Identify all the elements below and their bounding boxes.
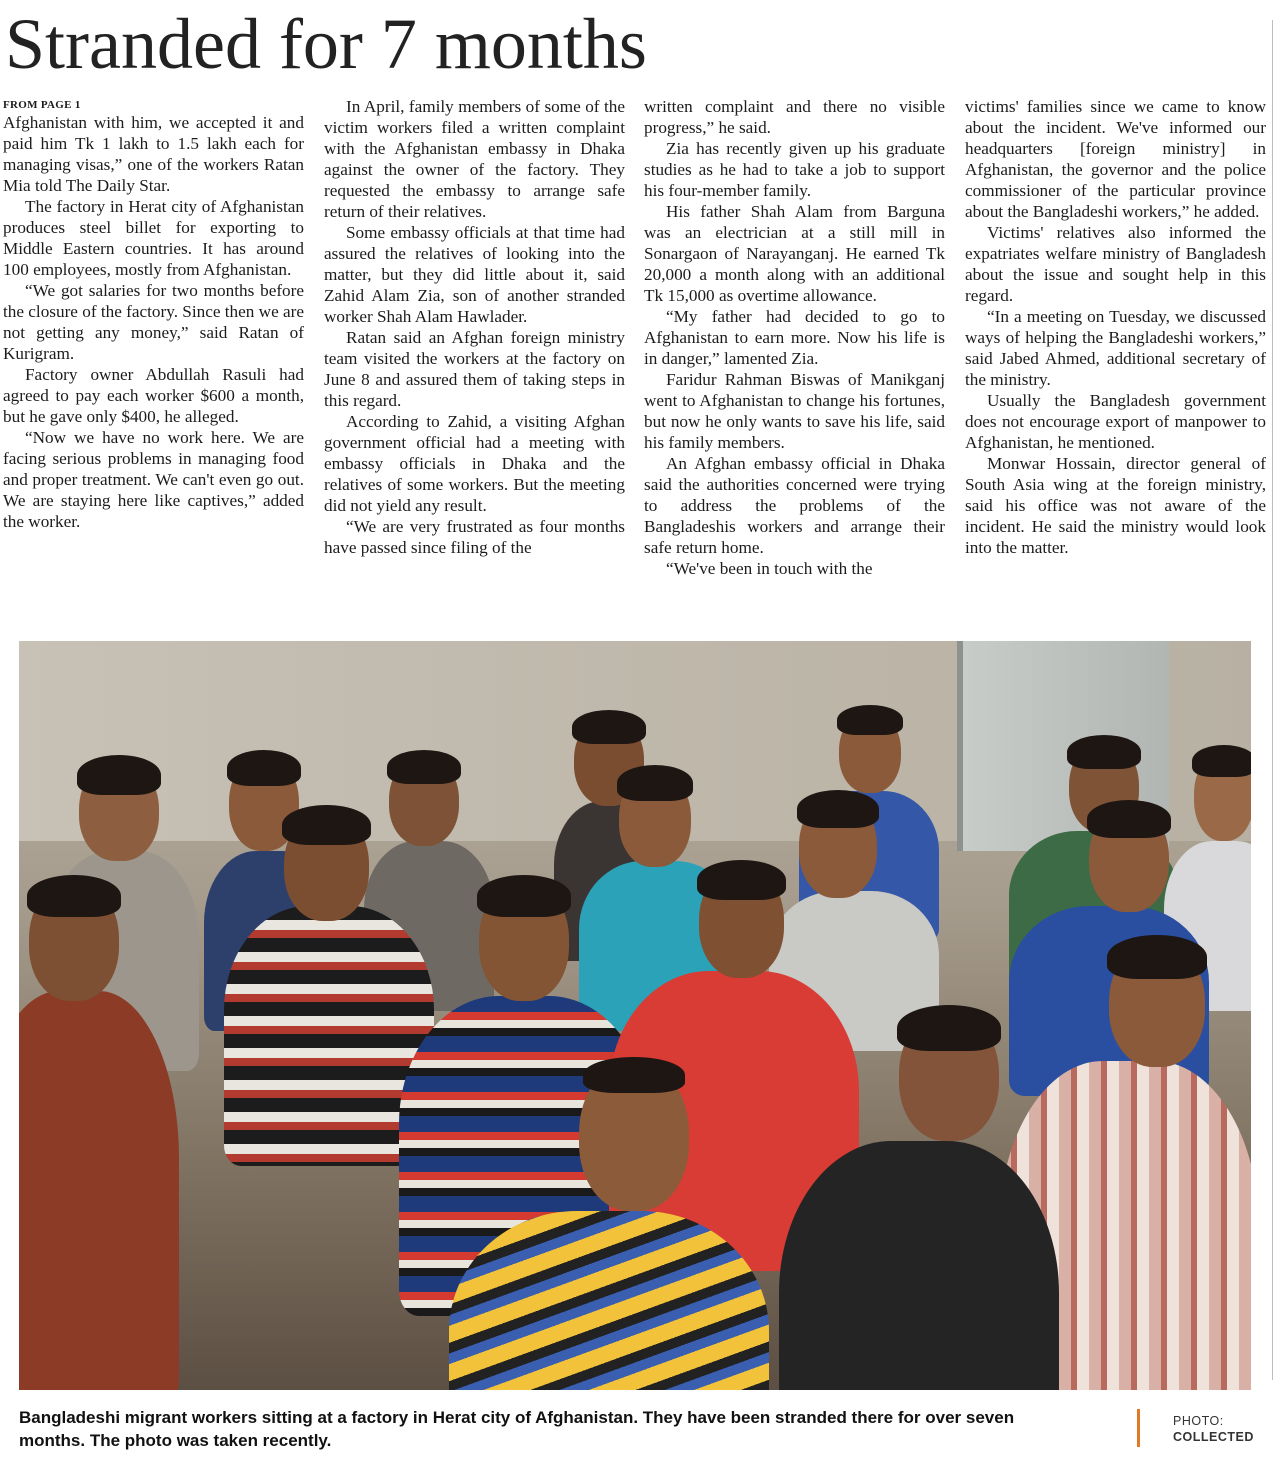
credit-accent-bar bbox=[1137, 1409, 1140, 1447]
photo-credit bbox=[1173, 1413, 1254, 1445]
photo-caption: Bangladeshi migrant workers sitting at a factory in Herat city of Afghanistan. They have been stranded there for over seven months. The photo was taken recently. bbox=[19, 1408, 1015, 1450]
credit-label: PHOTO: bbox=[1173, 1414, 1224, 1428]
paragraph: “We are very frustrated as four months have passed since filing of the bbox=[324, 517, 625, 557]
paragraph: Afghanistan with him, we accepted it and paid him Tk 1 lakh to 1.5 lakh each for managing visas,” one of the workers Ratan Mia told The Daily Star. bbox=[3, 113, 304, 195]
paragraph: In April, family members of some of the victim workers filed a written complaint with the Afghanistan embassy in Dhaka against the owner of the factory. They requested the embassy to arrange safe return of their relatives. bbox=[324, 97, 625, 221]
news-photo bbox=[19, 641, 1251, 1390]
column-rule bbox=[1272, 20, 1273, 1380]
paragraph: Faridur Rahman Biswas of Manikganj went to Afghanistan to change his fortunes, but now he only wants to save his life, said his family members. bbox=[644, 370, 945, 452]
paragraph: “We got salaries for two months before the closure of the factory. Since then we are not getting any money,” said Ratan of Kurigram. bbox=[3, 281, 304, 363]
article-column-2 bbox=[324, 96, 625, 558]
paragraph: written complaint and there no visible progress,” he said. bbox=[644, 97, 945, 137]
paragraph: The factory in Herat city of Afghanistan produces steel billet for exporting to Middle Eastern countries. It has around 100 employees, mostly from Afghanistan. bbox=[3, 197, 304, 279]
paragraph: His father Shah Alam from Barguna was an electrician at a still mill in Sonargaon of Narayanganj. He earned Tk 20,000 a month along with an additional Tk 15,000 as overtime allowance. bbox=[644, 202, 945, 305]
paragraph: Zia has recently given up his graduate studies as he had to take a job to support his four-member family. bbox=[644, 139, 945, 200]
paragraph: “In a meeting on Tuesday, we discussed ways of helping the Bangladeshi workers,” said Jabed Ahmed, additional secretary of the ministry. bbox=[965, 307, 1266, 389]
article-column-1 bbox=[3, 96, 304, 532]
paragraph: Monwar Hossain, director general of South Asia wing at the foreign ministry, said his office was not aware of the incident. He said the ministry would look into the matter. bbox=[965, 454, 1266, 557]
credit-source: COLLECTED bbox=[1173, 1430, 1254, 1444]
paragraph: An Afghan embassy official in Dhaka said the authorities concerned were trying to address the problems of the Bangladeshis workers and arrange their safe return home. bbox=[644, 454, 945, 557]
paragraph: Factory owner Abdullah Rasuli had agreed to pay each worker $600 a month, but he gave only $400, he alleged. bbox=[3, 365, 304, 426]
article-column-3 bbox=[644, 96, 945, 579]
paragraph: “Now we have no work here. We are facing serious problems in managing food and proper treatment. We can't even go out. We are staying here like captives,” added the worker. bbox=[3, 428, 304, 531]
paragraph: victims' families since we came to know about the incident. We've informed our headquarters [foreign ministry] in Afghanistan, the governor and the police commissioner of the particular province about the Bangladeshi workers,” he added. bbox=[965, 97, 1266, 221]
headline: Stranded for 7 months bbox=[5, 4, 647, 84]
paragraph: Victims' relatives also informed the expatriates welfare ministry of Bangladesh about the issue and sought help in this regard. bbox=[965, 223, 1266, 305]
kicker: FROM PAGE 1 bbox=[3, 99, 81, 111]
paragraph: Ratan said an Afghan foreign ministry team visited the workers at the factory on June 8 and assured them of taking steps in this regard. bbox=[324, 328, 625, 410]
paragraph: “My father had decided to go to Afghanistan to earn more. Now his life is in danger,” lamented Zia. bbox=[644, 307, 945, 368]
paragraph: Usually the Bangladesh government does not encourage export of manpower to Afghanistan, he mentioned. bbox=[965, 391, 1266, 452]
paragraph: “We've been in touch with the bbox=[666, 559, 873, 578]
paragraph: According to Zahid, a visiting Afghan government official had a meeting with embassy officials in Dhaka and the relatives of some workers. But the meeting did not yield any result. bbox=[324, 412, 625, 515]
paragraph: Some embassy officials at that time had assured the relatives of looking into the matter, but they did little about it, said Zahid Alam Zia, son of another stranded worker Shah Alam Hawlader. bbox=[324, 223, 625, 326]
article-column-4 bbox=[965, 96, 1266, 558]
